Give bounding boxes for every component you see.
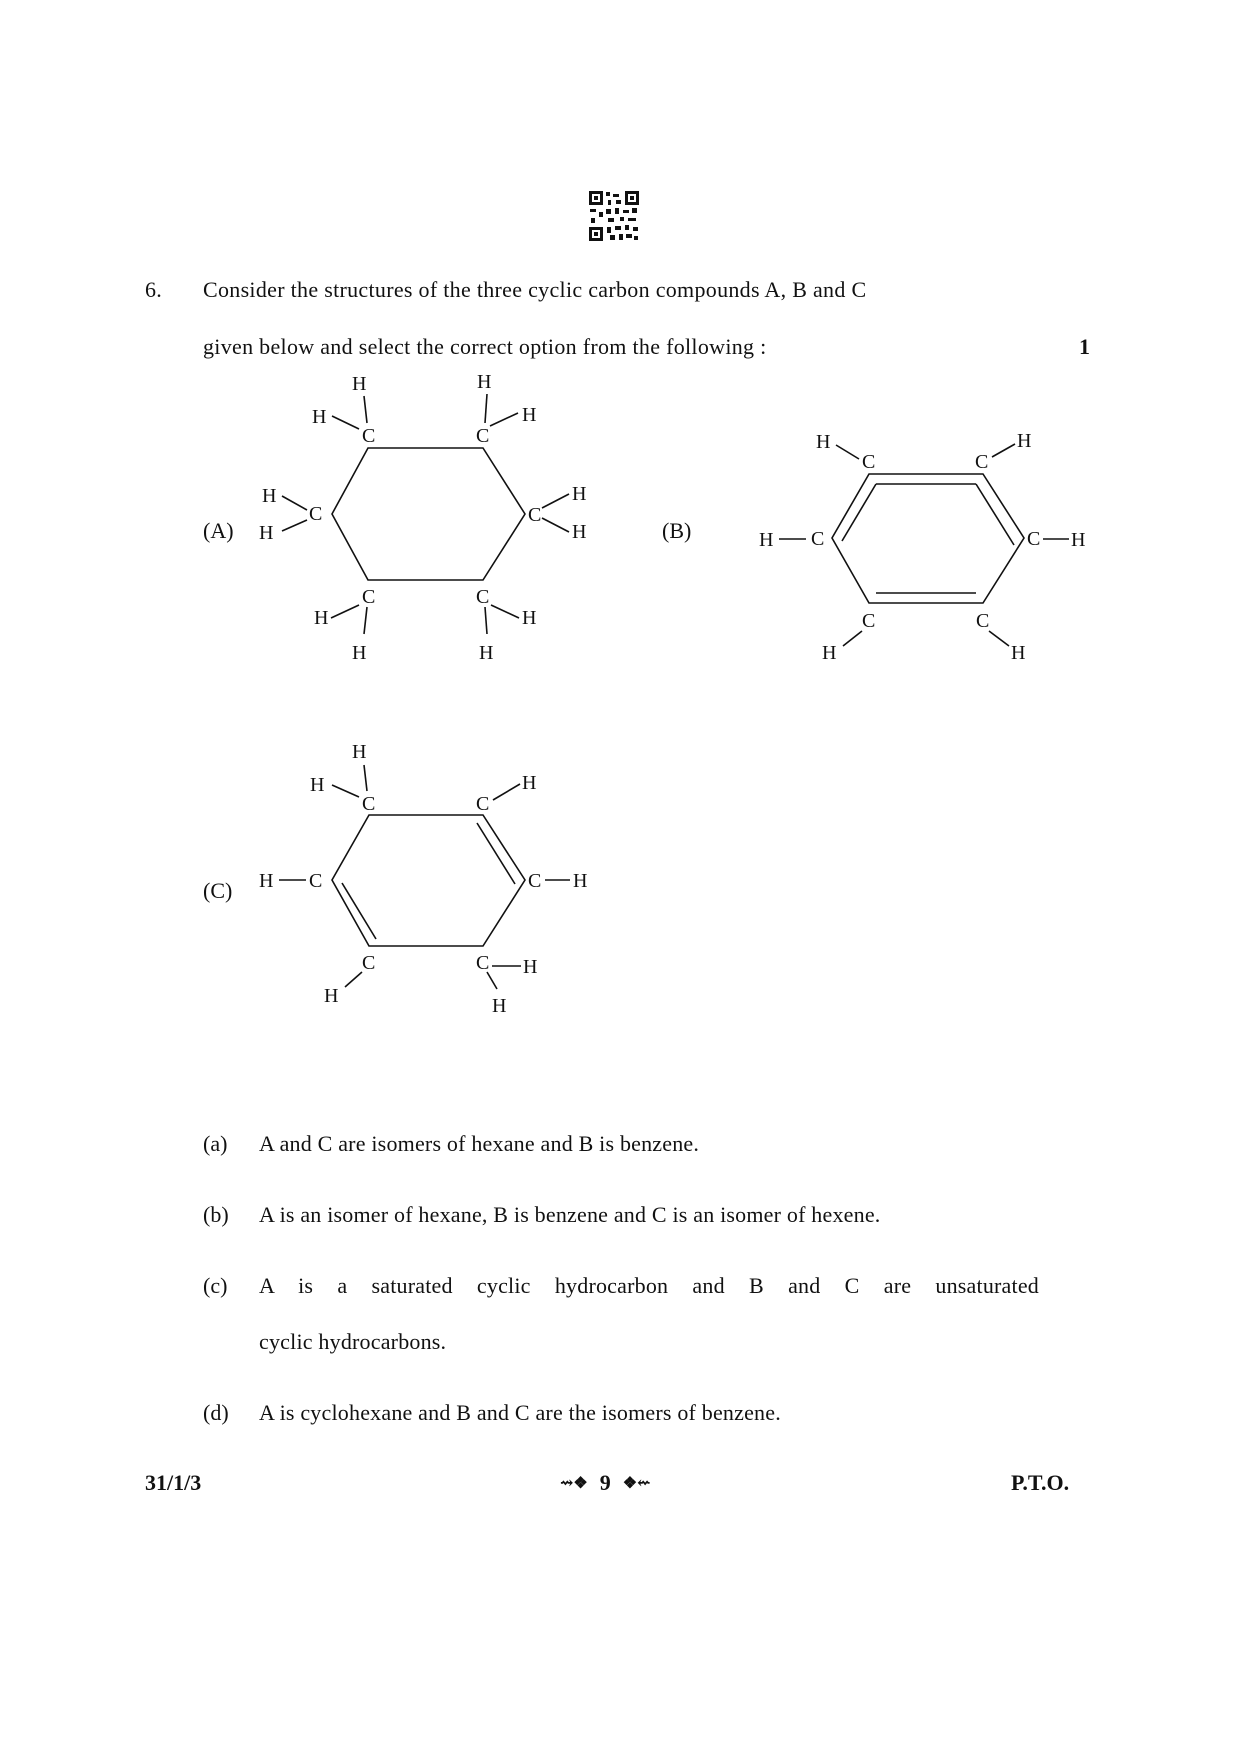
structure-b-label: (B) bbox=[662, 518, 692, 543]
svg-text:H: H bbox=[572, 521, 587, 543]
option-b-text: A is an isomer of hexane, B is benzene and C is an isomer of hexene. bbox=[259, 1202, 881, 1227]
svg-text:C: C bbox=[362, 952, 376, 974]
pto-label: P.T.O. bbox=[1011, 1470, 1070, 1495]
option-c-text-continued: cyclic hydrocarbons. bbox=[259, 1329, 447, 1354]
svg-text:H: H bbox=[310, 774, 325, 796]
svg-text:C: C bbox=[476, 793, 490, 815]
option-d-label: (d) bbox=[203, 1400, 229, 1425]
svg-text:C: C bbox=[862, 451, 876, 473]
svg-text:H: H bbox=[262, 485, 277, 507]
svg-text:H: H bbox=[314, 607, 329, 629]
option-c-text: A is a saturated cyclic hydrocarbon and B and C are unsaturated bbox=[259, 1273, 1039, 1298]
structure-b-diagram bbox=[750, 420, 1090, 670]
svg-text:H: H bbox=[572, 483, 587, 505]
svg-text:H: H bbox=[822, 642, 837, 664]
question-line-2: given below and select the correct option from the following : bbox=[203, 334, 767, 359]
page-number: 9 bbox=[599, 1470, 611, 1495]
svg-text:C: C bbox=[362, 586, 376, 608]
svg-text:C: C bbox=[362, 425, 376, 447]
svg-text:H: H bbox=[1011, 642, 1026, 664]
svg-text:C: C bbox=[476, 586, 490, 608]
svg-text:H: H bbox=[259, 522, 274, 544]
question-marks: 1 bbox=[1079, 334, 1091, 359]
svg-text:H: H bbox=[259, 870, 274, 892]
option-c-label: (c) bbox=[203, 1273, 228, 1298]
structure-a-label: (A) bbox=[203, 518, 234, 543]
option-d-text: A is cyclohexane and B and C are the isomers of benzene. bbox=[259, 1400, 781, 1425]
option-b-label: (b) bbox=[203, 1202, 229, 1227]
svg-text:C: C bbox=[811, 528, 825, 550]
svg-text:H: H bbox=[352, 741, 367, 763]
svg-text:H: H bbox=[522, 607, 537, 629]
ornament-left-icon: ⇝❖ bbox=[560, 1475, 588, 1492]
svg-text:C: C bbox=[976, 610, 990, 632]
svg-text:H: H bbox=[479, 642, 494, 662]
paper-code: 31/1/3 bbox=[145, 1470, 202, 1495]
svg-text:H: H bbox=[522, 772, 537, 794]
svg-text:C: C bbox=[362, 793, 376, 815]
question-number: 6. bbox=[145, 277, 163, 302]
svg-text:C: C bbox=[309, 870, 323, 892]
svg-text:H: H bbox=[816, 431, 831, 453]
structure-c-diagram bbox=[250, 730, 620, 1030]
svg-text:C: C bbox=[1027, 528, 1041, 550]
svg-text:H: H bbox=[523, 956, 538, 978]
svg-text:H: H bbox=[352, 642, 367, 662]
svg-text:H: H bbox=[522, 404, 537, 426]
question-line-1: Consider the structures of the three cyclic carbon compounds A, B and C bbox=[203, 277, 867, 302]
svg-text:C: C bbox=[476, 952, 490, 974]
svg-text:H: H bbox=[352, 373, 367, 395]
svg-text:H: H bbox=[477, 371, 492, 393]
structure-c-label: (C) bbox=[203, 878, 233, 903]
structure-a-diagram bbox=[250, 362, 620, 662]
qr-code bbox=[588, 190, 640, 242]
svg-text:H: H bbox=[573, 870, 588, 892]
option-a-text: A and C are isomers of hexane and B is benzene. bbox=[259, 1131, 700, 1156]
ornament-right-icon: ❖⇜ bbox=[622, 1475, 651, 1492]
svg-text:C: C bbox=[476, 425, 490, 447]
svg-text:H: H bbox=[1017, 430, 1032, 452]
svg-text:C: C bbox=[975, 451, 989, 473]
svg-text:C: C bbox=[528, 504, 542, 526]
svg-text:H: H bbox=[1071, 529, 1086, 551]
svg-text:H: H bbox=[759, 529, 774, 551]
page-number-group bbox=[560, 1470, 651, 1496]
svg-text:H: H bbox=[492, 995, 507, 1017]
svg-text:C: C bbox=[528, 870, 542, 892]
option-a-label: (a) bbox=[203, 1131, 228, 1156]
svg-text:H: H bbox=[312, 406, 327, 428]
svg-text:H: H bbox=[324, 985, 339, 1007]
svg-text:C: C bbox=[309, 503, 323, 525]
svg-text:C: C bbox=[862, 610, 876, 632]
